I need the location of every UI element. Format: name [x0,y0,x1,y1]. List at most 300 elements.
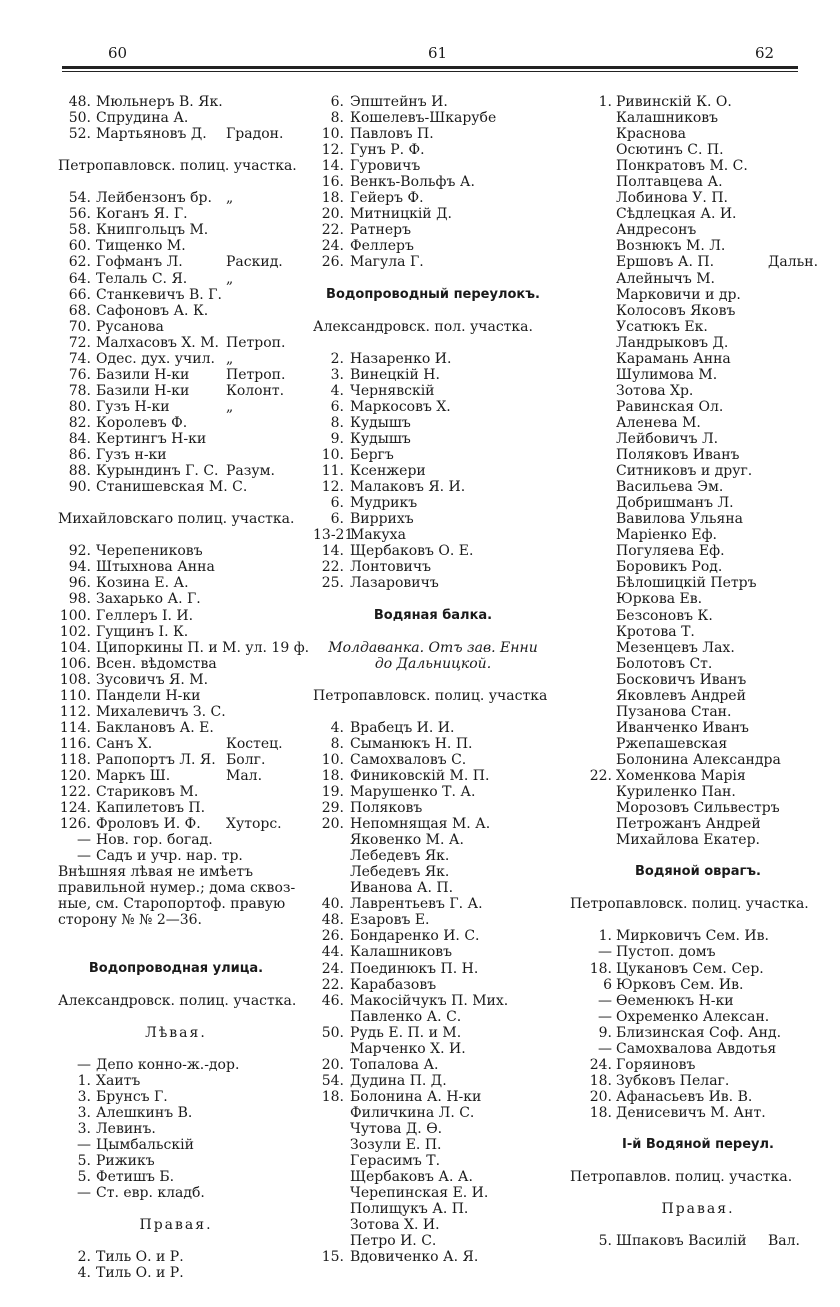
directory-entry [570,656,826,672]
blank-line [58,928,294,944]
resident-name: Макуха [350,527,406,544]
column-right [570,94,826,1249]
house-number: 24. [321,960,344,977]
resident-name: Ландрыковъ Д. [616,334,729,351]
resident-name: Финиковскій М. П. [350,767,490,784]
blank-line [570,880,826,896]
house-number: 18. [321,190,344,207]
directory-entry [58,110,294,126]
house-number: 1. [598,94,612,110]
directory-entry [58,303,294,319]
house-number: 120. [59,767,91,784]
directory-entry [58,1265,294,1281]
resident-name: Зотова Хр. [616,382,694,399]
house-number: 78. [68,382,91,399]
directory-entry [58,367,294,383]
house-number: 20. [321,1056,344,1073]
directory-entry [570,495,826,511]
resident-name: Кудышъ [350,430,411,447]
resident-name: Болонина Александра [616,751,781,768]
directory-entry [313,174,553,190]
directory-entry [313,1137,553,1153]
resident-name: Васильева Эм. [616,479,724,496]
directory-entry [570,399,826,415]
resident-name: Гунъ Р. Ф. [350,142,425,159]
directory-entry [58,399,294,415]
resident-name: Равинская Ол. [616,398,724,415]
entry-note: „ [226,190,234,207]
resident-name: Маркосовъ Х. [350,398,451,415]
resident-name: Карамань Анна [616,350,731,367]
resident-name: Цымбальскій [96,1137,194,1154]
entry-note: Петроп. [226,334,286,351]
resident-name: Карабазовъ [350,976,437,993]
directory-entry [58,431,294,447]
house-number: 124. [59,800,91,817]
resident-name: Вавилова Ульяна [616,511,743,528]
house-number: 18. [589,960,612,977]
resident-name: Русанова [96,318,164,335]
house-number: 90. [68,479,91,496]
house-number: — [77,1137,91,1154]
resident-name: Ратнеръ [350,222,411,239]
directory-entry [570,271,826,287]
directory-entry [313,880,553,896]
column-left [58,94,310,1282]
resident-name: Гузъ Н-ки [96,398,170,415]
house-number: 50. [321,1024,344,1041]
resident-name: Пандели Н-ки [96,687,201,704]
house-number: 8. [330,110,344,127]
directory-entry [313,1169,553,1185]
resident-name: Всен. вѣдомства [96,655,217,672]
resident-name: Цукановъ Сем. Сер. [616,960,764,977]
directory-entry [570,672,826,688]
directory-entry [313,864,553,880]
header-rule-thick [62,66,798,69]
directory-entry [58,672,294,688]
directory-entry [570,688,826,704]
house-number: 98. [68,591,91,608]
resident-name: Лазаровичъ [350,575,439,592]
house-number: 16. [321,174,344,191]
resident-name: Маріенко Еф. [616,527,717,544]
directory-entry [58,624,294,640]
resident-name: Погуляева Еф. [616,543,725,560]
directory-entry [570,238,826,254]
resident-name: Тиль О. и Р. [96,1249,184,1266]
resident-name: Рижикъ [96,1153,155,1170]
text-line: сторону № № 2—36. [58,912,202,929]
resident-name: Штыхнова Анна [96,559,215,576]
house-number: 18. [321,1088,344,1105]
directory-entry [58,254,294,270]
house-number: 10. [321,126,344,143]
directory-entry [313,142,553,158]
blank-line [570,1153,826,1169]
house-number: 46. [321,992,344,1009]
house-number: 70. [68,318,91,335]
resident-name: Бергъ [350,447,394,464]
directory-entry [58,720,294,736]
house-number: 96. [68,575,91,592]
directory-entry [570,190,826,206]
house-number: — [77,1056,91,1073]
directory-entry [58,736,294,752]
directory-entry [313,351,553,367]
directory-entry [58,1105,294,1121]
resident-name: Геллеръ І. И. [96,607,194,624]
directory-entry [570,335,826,351]
house-number: 88. [68,463,91,480]
resident-name: Книпгольцъ М. [96,222,209,239]
directory-entry [313,1009,553,1025]
resident-name: Королевъ Ф. [96,414,188,431]
directory-entry [313,816,553,832]
directory-entry [58,559,294,575]
directory-entry [58,463,294,479]
resident-name: Болотовъ Ст. [616,655,713,672]
blank-line [570,1217,826,1233]
resident-name: Полищукъ А. П. [350,1201,469,1218]
directory-entry [313,479,553,495]
entry-note: Петроп. [226,366,286,383]
resident-name: Ципоркины П. и М. ул. 19 ф. [96,639,310,656]
resident-name: Брунсъ Г. [96,1088,168,1105]
directory-entry [58,206,294,222]
resident-name: Марченко Х. И. [350,1040,466,1057]
text-line: Петропавловск. полиц. участка [313,687,548,704]
entry-note: Колонт. [226,382,285,399]
directory-entry [570,1025,826,1041]
blank-line [58,142,294,158]
directory-entry [570,1041,826,1057]
blank-line [313,271,553,287]
resident-name: Стариковъ М. [96,784,199,801]
directory-entry [58,1169,294,1185]
directory-entry [570,222,826,238]
resident-name: Иванченко Иванъ [616,719,749,736]
house-number: 5. [77,1169,91,1186]
entry-note: Вал. [768,1233,800,1250]
directory-entry [570,527,826,543]
resident-name: Сѣдлецкая А. И. [616,206,737,223]
directory-entry [570,752,826,768]
directory-entry [313,1233,553,1249]
house-number: 3. [330,366,344,383]
entry-note: „ [226,350,234,367]
house-number: 12. [321,142,344,159]
resident-name: Мюльнеръ В. Як. [96,94,223,110]
house-number: 6 [603,976,612,993]
resident-name: Малаковъ Я. И. [350,479,466,496]
street-heading: Водяной оврагъ. [635,864,761,880]
resident-name: Бондаренко И. С. [350,928,480,945]
resident-name: Тиль О. и Р. [96,1265,184,1282]
resident-name: Иванова А. П. [350,880,454,897]
directory-entry [313,158,553,174]
resident-name: Лейбовичъ Л. [616,430,719,447]
directory-entry [313,575,553,591]
directory-entry [313,993,553,1009]
house-number: — [598,944,612,961]
directory-entry [570,977,826,993]
directory-entry [570,575,826,591]
blank-line [58,977,294,993]
resident-name: Спрудина А. [96,110,189,127]
blank-line [313,303,553,319]
directory-entry [313,238,553,254]
house-number: 26. [321,928,344,945]
directory-entry [570,704,826,720]
resident-name: Колосовъ Яковъ [616,302,736,319]
house-number: 14. [321,543,344,560]
resident-name: Герасимъ Т. [350,1153,441,1170]
directory-entry [313,415,553,431]
directory-entry [570,559,826,575]
house-number: 6. [330,94,344,110]
directory-entry [58,190,294,206]
directory-entry [313,399,553,415]
house-number: 26. [321,254,344,271]
house-number: 18. [589,1072,612,1089]
directory-entry [58,351,294,367]
directory-entry [313,543,553,559]
house-number: 25. [321,575,344,592]
directory-entry [58,1153,294,1169]
house-number: 68. [68,302,91,319]
house-number: 5. [77,1153,91,1170]
resident-name: Поляковъ Иванъ [616,447,740,464]
directory-entry [313,1185,553,1201]
directory-entry [58,479,294,495]
resident-name: Осютинъ С. П. [616,142,724,159]
house-number: — [598,992,612,1009]
resident-name: Гуровичъ [350,158,421,175]
resident-name: Алейнычъ М. [616,270,715,287]
resident-name: Щербаковъ А. А. [350,1169,473,1186]
directory-entry [58,848,294,864]
house-number: 102. [59,623,91,640]
text-line: Петропавловск. полиц. участка. [58,158,297,175]
directory-entry [58,1057,294,1073]
resident-name: Зубковъ Пелаг. [616,1072,730,1089]
resident-name: Гущинъ І. К. [96,623,189,640]
directory-entry [313,367,553,383]
house-number: 5. [598,1233,612,1250]
directory-entry [313,832,553,848]
directory-entry [313,912,553,928]
resident-name: Куриленко Пан. [616,784,736,801]
resident-name: Гузъ н-ки [96,447,167,464]
resident-name: Маркъ Ш. [96,767,171,784]
house-number: 52. [68,126,91,143]
directory-entry [570,928,826,944]
resident-name: Нов. гор. богад. [96,832,213,849]
house-number: 84. [68,430,91,447]
directory-entry [570,944,826,960]
directory-entry [313,1073,553,1089]
directory-entry [313,784,553,800]
directory-entry [313,928,553,944]
resident-name: Козина Е. А. [96,575,189,592]
house-number: 14. [321,158,344,175]
house-number: 29. [321,800,344,817]
blank-line [58,1201,294,1217]
page-number-left: 60 [108,44,128,62]
resident-name: Чутова Д. Ѳ. [350,1121,443,1137]
house-number: 3. [77,1088,91,1105]
resident-name: Винецкій Н. [350,366,440,383]
resident-name: Одес. дух. учил. [96,350,215,367]
house-number: 56. [68,206,91,223]
blank-line [58,527,294,543]
resident-name: Феллеръ [350,238,414,255]
directory-entry [313,559,553,575]
house-number: 100. [59,607,91,624]
directory-entry [313,527,553,543]
directory-entry [313,944,553,960]
directory-entry [313,383,553,399]
directory-entry [58,94,294,110]
directory-entry [313,126,553,142]
resident-name: Усатюкъ Ек. [616,318,708,335]
house-number: 9. [330,430,344,447]
directory-entry [570,1057,826,1073]
blank-line [570,1185,826,1201]
resident-name: Фроловъ И. Ф. [96,816,201,833]
resident-name: Хаитъ [96,1072,141,1089]
resident-name: Санъ Х. [96,735,153,752]
street-heading: Водопроводная улица. [88,960,264,976]
resident-name: Ксенжери [350,463,426,480]
resident-name: Гейеръ Ф. [350,190,424,207]
house-number: 82. [68,414,91,431]
directory-entry [570,993,826,1009]
text-line: Петропавловск. полиц. участка. [570,896,809,913]
directory-entry [58,415,294,431]
resident-name: Безсоновъ К. [616,607,713,624]
house-number: 22. [321,559,344,576]
house-number: 62. [68,254,91,271]
resident-name: Лейбензонъ бр. [96,190,212,207]
directory-entry [570,624,826,640]
house-number: 2. [330,350,344,367]
house-number: 8. [330,735,344,752]
house-number: 112. [59,703,91,720]
resident-name: Петрожанъ Андрей [616,816,761,833]
side-heading: Правая. [661,1201,735,1218]
directory-entry [58,238,294,254]
directory-entry [313,254,553,270]
directory-entry [313,800,553,816]
blank-line [570,1121,826,1137]
directory-entry [570,608,826,624]
street-heading: Водяная балка. [373,607,493,623]
resident-name: Шпаковъ Василій [616,1233,747,1250]
resident-name: Захарько А. Г. [96,591,201,608]
directory-entry [58,816,294,832]
directory-entry [313,1201,553,1217]
house-number: 12. [321,479,344,496]
directory-entry [58,126,294,142]
directory-entry [58,543,294,559]
directory-entry [313,848,553,864]
blank-line [58,1009,294,1025]
house-number: — [598,1040,612,1057]
italic-note: до Дальницкой. [374,655,492,672]
directory-entry [58,800,294,816]
resident-name: Андресонъ [616,222,697,239]
resident-name: Базили Н-ки [96,366,190,383]
directory-entry [313,1057,553,1073]
text-line: Александровск. полиц. участка. [58,992,297,1009]
directory-entry [58,688,294,704]
house-number: 6. [330,495,344,512]
house-number: 18. [589,1104,612,1121]
resident-name: Калашниковъ [350,944,453,961]
resident-name: Базили Н-ки [96,382,190,399]
resident-name: Павловъ П. [350,126,434,143]
blank-line [58,1233,294,1249]
entry-note: Градон. [226,126,284,143]
resident-name: Топалова А. [350,1056,439,1073]
house-number: 4. [77,1265,91,1282]
blank-line [58,495,294,511]
directory-entry [58,1121,294,1137]
resident-name: Болонина А. Н-ки [350,1088,482,1105]
directory-entry [570,1073,826,1089]
resident-name: Морозовъ Сильвестръ [616,800,780,817]
directory-entry [570,961,826,977]
resident-name: Баклановъ А. Е. [96,719,214,736]
blank-line [313,335,553,351]
resident-name: Афанасьевъ Ив. В. [616,1088,753,1105]
resident-name: Самохвалова Авдотья [616,1040,777,1057]
house-number: 4. [330,719,344,736]
resident-name: Самохваловъ С. [350,751,467,768]
resident-name: Полтавцева А. [616,174,723,191]
resident-name: Павленко А. С. [350,1008,462,1025]
resident-name: Левинъ. [96,1121,156,1137]
resident-name: Бѣлошицкій Петръ [616,575,757,592]
text-line: Михайловскаго полиц. участка. [58,511,295,528]
directory-entry [58,768,294,784]
house-number: 20. [321,816,344,833]
resident-name: Кудышъ [350,414,411,431]
resident-name: Телаль С. Я. [96,270,188,287]
resident-name: Черепениковъ [96,543,203,560]
house-number: — [77,848,91,865]
house-number: — [598,1008,612,1025]
house-number: 6. [330,511,344,528]
directory-entry [313,1105,553,1121]
directory-entry [570,784,826,800]
resident-name: Зусовичъ Я. М. [96,671,209,688]
directory-entry [570,816,826,832]
resident-name: Мудрикъ [350,495,418,512]
resident-name: Михайлова Екатер. [616,832,760,849]
house-number: 1. [77,1072,91,1089]
text-line: Александровск. пол. участка. [313,318,533,335]
house-number: 54. [321,1072,344,1089]
resident-name: Станкевичъ В. Г. [96,286,222,303]
resident-name: Черепинская Е. И. [350,1185,489,1202]
resident-name: Зотова Х. И. [350,1217,440,1234]
entry-note: „ [226,270,234,287]
resident-name: Яковенко М. А. [350,832,464,849]
text-line: ные, см. Старопортоф. правую [58,896,286,913]
